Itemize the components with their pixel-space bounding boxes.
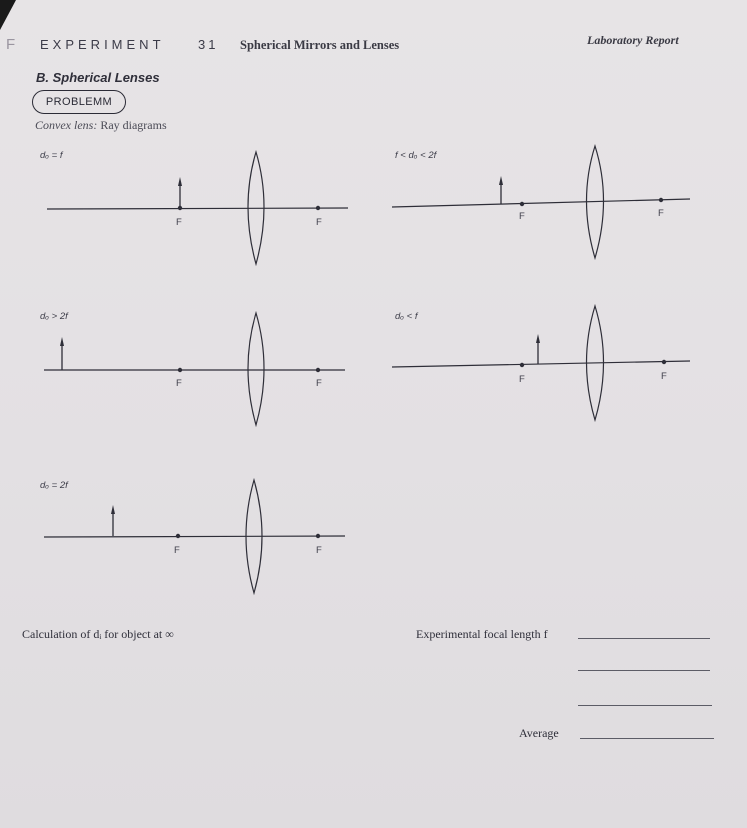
calculation-label: Calculation of dᵢ for object at ∞ — [22, 627, 174, 641]
laboratory-report-label: Laboratory Report — [587, 33, 679, 47]
diagram-5-condition: dₒ = 2f — [40, 480, 68, 491]
problem-stamp — [32, 90, 126, 114]
focal-label-left-5: F — [174, 545, 180, 556]
focal-label-left-1: F — [176, 217, 182, 228]
problem-stamp-text: PROBLEMM — [45, 96, 113, 108]
section-subtitle — [35, 118, 167, 133]
focal-label-left-3: F — [176, 378, 182, 389]
average-blank — [580, 738, 714, 739]
focal-label-right-5: F — [316, 545, 322, 556]
experiment-label: EXPERIMENT — [40, 37, 165, 52]
diagram-2-condition: f < dₒ < 2f — [395, 150, 437, 161]
diagram-3-condition: dₒ > 2f — [40, 311, 68, 322]
subtitle-lens-type: Convex lens: — [35, 118, 98, 132]
edge-letter: F — [6, 36, 16, 53]
average-label: Average — [519, 726, 559, 740]
diagram-1-condition: dₒ = f — [40, 150, 63, 161]
focal-label-right-4: F — [661, 371, 667, 382]
subtitle-description: Ray diagrams — [97, 118, 167, 132]
focal-length-label: Experimental focal length f — [416, 627, 548, 641]
page-corner-shadow — [0, 0, 16, 30]
focal-label-left-2: F — [519, 211, 525, 222]
focal-label-right-2: F — [658, 208, 664, 219]
focal-length-blank-3 — [578, 705, 712, 706]
focal-label-right-3: F — [316, 378, 322, 389]
focal-length-blank-1 — [578, 638, 710, 639]
experiment-title: Spherical Mirrors and Lenses — [240, 38, 400, 52]
diagram-4-condition: dₒ < f — [395, 311, 418, 322]
focal-label-right-1: F — [316, 217, 322, 228]
focal-label-left-4: F — [519, 374, 525, 385]
focal-length-blank-2 — [578, 670, 710, 671]
experiment-number: 31 — [198, 37, 219, 52]
section-title: B. Spherical Lenses — [36, 70, 160, 85]
